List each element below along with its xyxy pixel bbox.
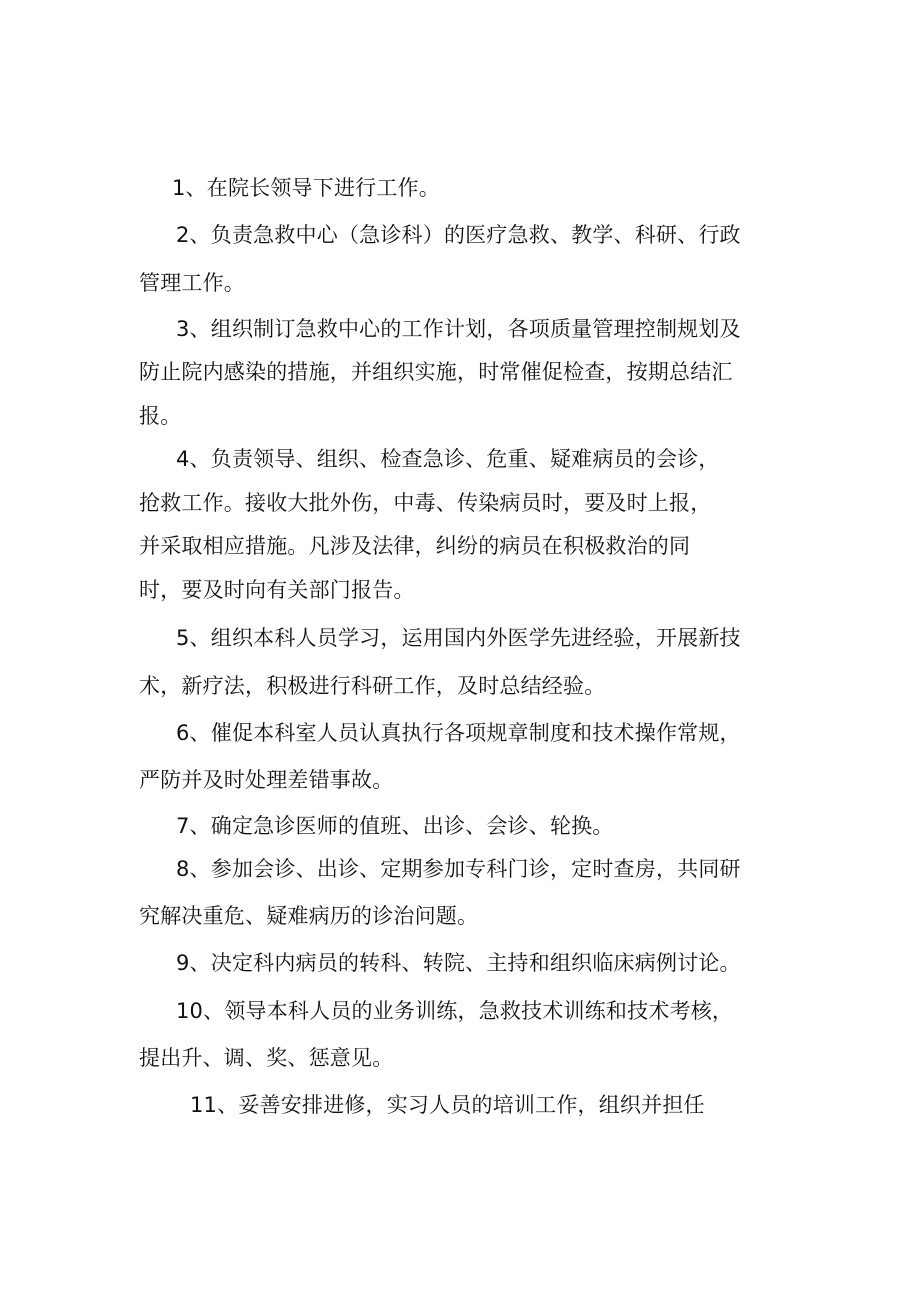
item-4-line-3: 并采取相应措施。凡涉及法律，纠纷的病员在积极救治的同 xyxy=(139,534,691,558)
item-4-line-1: 4、负责领导、组织、检查急诊、危重、疑难病员的会诊， xyxy=(176,447,720,471)
item-11-line-1: 11、妥善安排进修，实习人员的培训工作，组织并担任 xyxy=(190,1093,705,1117)
item-1-line-1: 1、在院长领导下进行工作。 xyxy=(172,176,440,200)
item-4-line-4: 时，要及时向有关部门报告。 xyxy=(139,578,415,602)
item-10-line-2: 提出升、调、奖、惩意见。 xyxy=(139,1046,394,1070)
item-7-line-1: 7、确定急诊医师的值班、出诊、会诊、轮换。 xyxy=(176,814,614,838)
item-2-line-1: 2、负责急救中心（急诊科）的医疗急救、教学、科研、行政 xyxy=(176,223,741,247)
item-3-line-2: 防止院内感染的措施，并组织实施，时常催促检查，按期总结汇 xyxy=(139,360,733,384)
item-6-line-2: 严防并及时处理差错事故。 xyxy=(139,768,394,792)
item-3-line-1: 3、组织制订急救中心的工作计划，各项质量管理控制规划及 xyxy=(176,317,741,341)
item-8-line-2: 究解决重危、疑难病历的诊治问题。 xyxy=(139,904,479,928)
item-8-line-1: 8、参加会诊、出诊、定期参加专科门诊，定时查房，共同研 xyxy=(176,857,741,881)
item-5-line-1: 5、组织本科人员学习，运用国内外医学先进经验，开展新技 xyxy=(176,626,741,650)
item-6-line-1: 6、催促本科室人员认真执行各项规章制度和技术操作常规， xyxy=(176,721,741,745)
item-3-line-3: 报。 xyxy=(139,404,182,428)
item-10-line-1: 10、领导本科人员的业务训练，急救技术训练和技术考核， xyxy=(176,999,734,1023)
item-2-line-2: 管理工作。 xyxy=(139,271,245,295)
item-4-line-2: 抢救工作。接收大批外伤，中毒、传染病员时，要及时上报， xyxy=(139,491,712,515)
item-5-line-2: 术，新疗法，积极进行科研工作，及时总结经验。 xyxy=(139,674,606,698)
item-9-line-1: 9、决定科内病员的转科、转院、主持和组织临床病例讨论。 xyxy=(176,951,741,975)
